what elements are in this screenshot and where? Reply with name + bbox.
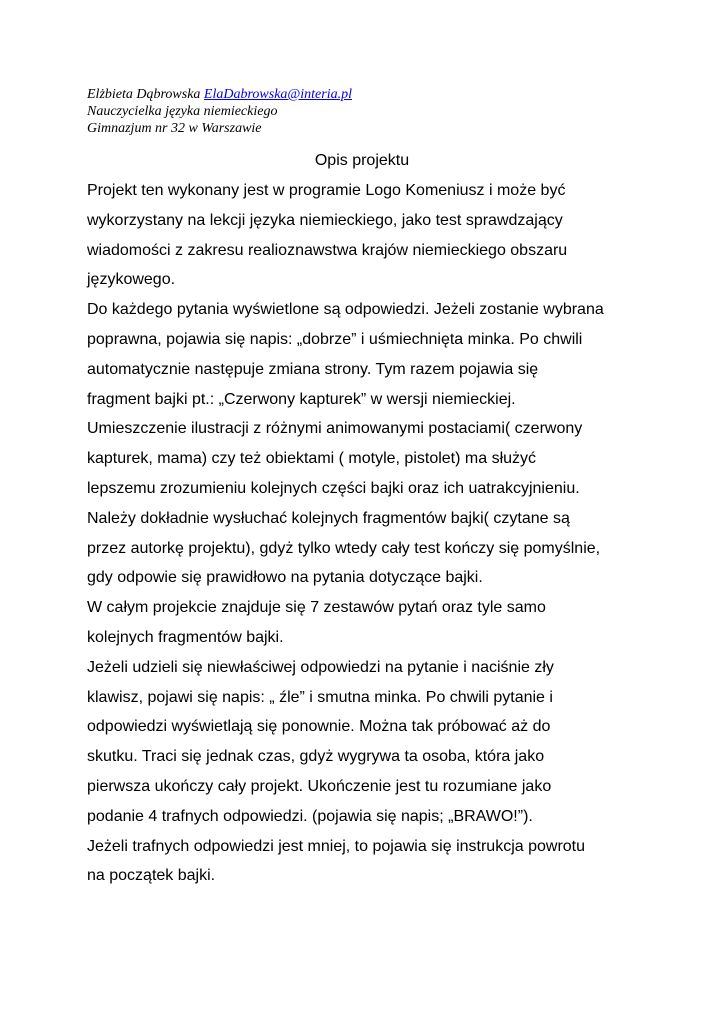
body-line: przez autorkę projektu), gdyż tylko wtedy cały test kończy się pomyślnie,	[87, 539, 601, 557]
body-line: kapturek, mama) czy też obiektami ( motyle, pistolet) ma służyć	[87, 450, 537, 468]
body-line: Jeżeli udzieli się niewłaściwej odpowiedzi na pytanie i naciśnie zły	[87, 658, 554, 676]
body-line: automatycznie następuje zmiana strony. Tym razem pojawia się	[87, 360, 539, 378]
body-line: językowego.	[87, 271, 176, 289]
body-line: klawisz, pojawi się napis: „ źle” i smutna minka. Po chwili pytanie i	[87, 688, 553, 706]
body-line: na początek bajki.	[87, 867, 216, 885]
body-line: fragment bajki pt.: „Czerwony kapturek” w wersji niemieckiej.	[87, 390, 516, 408]
author-name: Elżbieta Dąbrowska	[87, 87, 201, 102]
body-line: gdy odpowie się prawidłowo na pytania dotyczące bajki.	[87, 569, 483, 587]
body-line: skutku. Traci się jednak czas, gdyż wygrywa ta osoba, która jako	[87, 748, 545, 766]
author-school: Gimnazjum nr 32 w Warszawie	[87, 121, 262, 136]
body-line: Do każdego pytania wyświetlone są odpowiedzi. Jeżeli zostanie wybrana	[87, 301, 604, 319]
body-line: Projekt ten wykonany jest w programie Logo Komeniusz i może być	[87, 182, 566, 199]
body-line: podanie 4 trafnych odpowiedzi. (pojawia się napis; „BRAWO!”).	[87, 807, 533, 825]
author-header	[87, 86, 352, 137]
body-line: poprawna, pojawia się napis: „dobrze” i uśmiechnięta minka. Po chwili	[87, 330, 583, 348]
body-line: wykorzystany na lekcji języka niemieckiego, jako test sprawdzający	[87, 211, 563, 229]
author-role: Nauczycielka języka niemieckiego	[87, 104, 278, 119]
body-line: Należy dokładnie wysłuchać kolejnych fragmentów bajki( czytane są	[87, 509, 570, 527]
body-line: Jeżeli trafnych odpowiedzi jest mniej, to pojawia się instrukcja powrotu	[87, 837, 586, 855]
author-email-link[interactable]: ElaDabrowska@interia.pl	[203, 87, 353, 102]
document-body	[87, 176, 604, 891]
body-line: kolejnych fragmentów bajki.	[87, 628, 284, 646]
body-line: pierwsza ukończy cały projekt. Ukończenie jest tu rozumiane jako	[87, 777, 552, 795]
body-line: wiadomości z zakresu realioznawstwa krajów niemieckiego obszaru	[87, 241, 568, 259]
author-line	[87, 86, 352, 103]
body-line: Umieszczenie ilustracji z różnymi animowanymi postaciami( czerwony	[87, 420, 583, 438]
body-line: lepszemu zrozumieniu kolejnych części bajki oraz ich uatrakcyjnieniu.	[87, 479, 580, 497]
body-line: odpowiedzi wyświetlają się ponownie. Można tak próbować aż do	[87, 718, 551, 736]
body-line: W całym projekcie znajduje się 7 zestawów pytań oraz tyle samo	[87, 599, 546, 617]
document-title: Opis projektu	[314, 152, 410, 169]
